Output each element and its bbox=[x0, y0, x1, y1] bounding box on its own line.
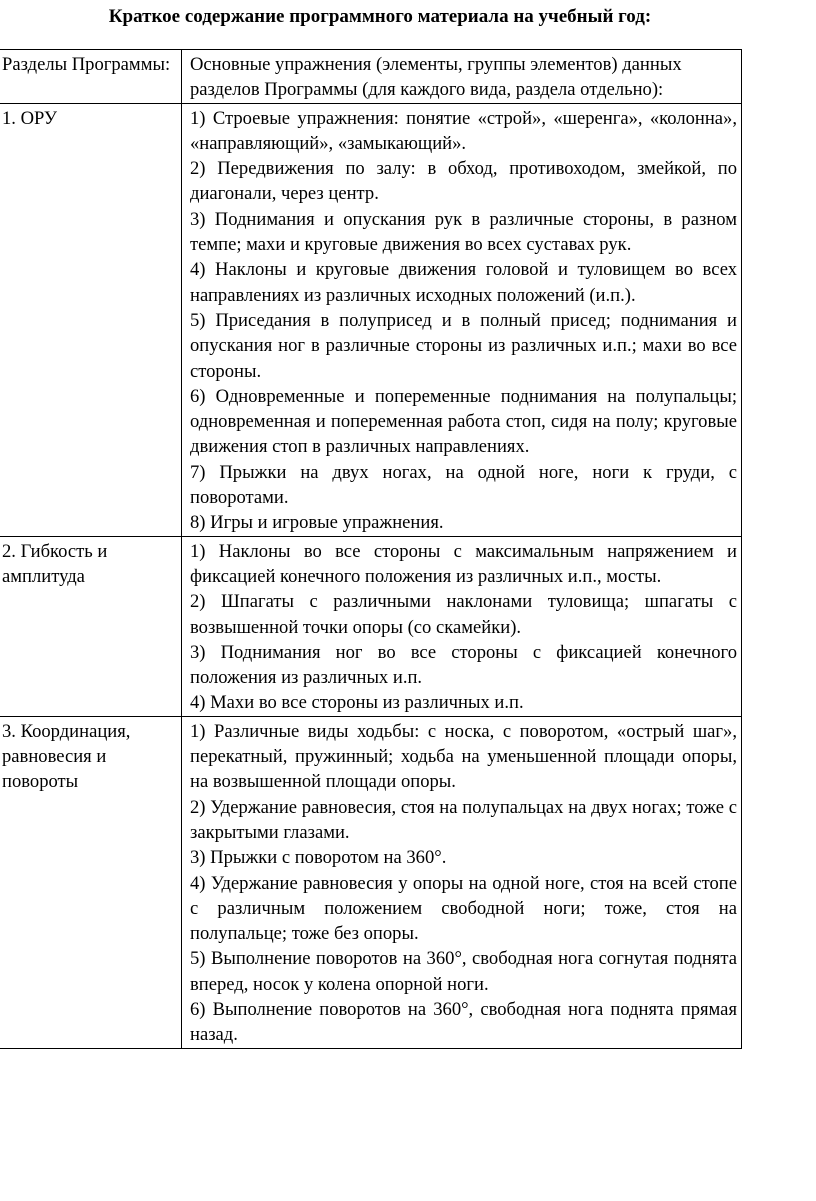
list-item: 7) Прыжки на двух ногах, на одной ноге, ноги к груди, с поворотами. bbox=[190, 461, 737, 509]
list-item: 4) Наклоны и круговые движения головой и туловищем во всех направлениях из различных исходных положений (и.п.). bbox=[190, 259, 737, 306]
list-item: 6) Одновременные и попеременные поднимания на полупальцы; одновременная и попеременная работа стоп, сидя на полу; круговые движения стоп в различных направлениях. bbox=[190, 385, 737, 458]
table-row bbox=[0, 716, 742, 1048]
exercise-list bbox=[182, 536, 742, 716]
list-item: 3) Прыжки с поворотом на 360°. bbox=[190, 847, 447, 869]
table-row bbox=[0, 536, 742, 716]
list-item: 1) Наклоны во все стороны с максимальным напряжением и фиксацией конечного положения из различных и.п., мосты. bbox=[190, 540, 737, 587]
list-item: 4) Удержание равновесия у опоры на одной ноге, стоя на всей стопе с различным положением свободной ноги; тоже, стоя на полупальце; тоже без опоры. bbox=[190, 872, 737, 945]
list-item: 5) Выполнение поворотов на 360°, свободная нога согнутая поднята вперед, носок у колена опорной ноги. bbox=[190, 948, 737, 995]
list-item: 3) Поднимания ног во все стороны с фиксацией конечного положения из различных и.п. bbox=[190, 641, 737, 689]
list-item: 6) Выполнение поворотов на 360°, свободная нога поднята прямая назад. bbox=[190, 998, 737, 1046]
table-row bbox=[0, 103, 742, 536]
list-item: 2) Удержание равновесия, стоя на полупальцах на двух ногах; тоже с закрытыми глазами. bbox=[190, 796, 737, 843]
header-sections: Разделы Программы: bbox=[0, 50, 182, 104]
list-item: 1) Различные виды ходьбы: с носка, с поворотом, «острый шаг», перекатный, пружинный; ходьба на уменьшенной площади опоры, на возвышенной площади опоры. bbox=[190, 720, 737, 793]
document-title: Краткое содержание программного материала на учебный год: bbox=[108, 6, 652, 27]
exercise-list bbox=[182, 716, 742, 1048]
list-item: 5) Приседания в полуприсед и в полный присед; поднимания и опускания ног в различные стороны из различных и.п.; махи во все стороны. bbox=[190, 309, 737, 382]
exercise-list bbox=[182, 103, 742, 536]
section-name: 3. Координация, равновесия и повороты bbox=[0, 716, 182, 1048]
list-item: 2) Шпагаты с различными наклонами туловища; шпагаты с возвышенной точки опоры (со скамейки). bbox=[190, 591, 737, 638]
list-item: 8) Игры и игровые упражнения. bbox=[190, 512, 444, 534]
list-item: 1) Строевые упражнения: понятие «строй», «шеренга», «колонна», «направляющий», «замыкающий». bbox=[190, 107, 737, 154]
section-name: 1. ОРУ bbox=[0, 103, 182, 536]
list-item: 4) Махи во все стороны из различных и.п. bbox=[190, 692, 524, 714]
header-exercises: Основные упражнения (элементы, группы элементов) данных разделов Программы (для каждого вида, раздела отдельно): bbox=[182, 50, 742, 104]
table-header-row bbox=[0, 50, 742, 104]
list-item: 2) Передвижения по залу: в обход, противоходом, змейкой, по диагонали, через центр. bbox=[190, 158, 737, 205]
section-name: 2. Гибкость и амплитуда bbox=[0, 536, 182, 716]
list-item: 3) Поднимания и опускания рук в различные стороны, в разном темпе; махи и круговые движения во всех суставах рук. bbox=[190, 208, 737, 256]
program-table bbox=[0, 49, 742, 1049]
